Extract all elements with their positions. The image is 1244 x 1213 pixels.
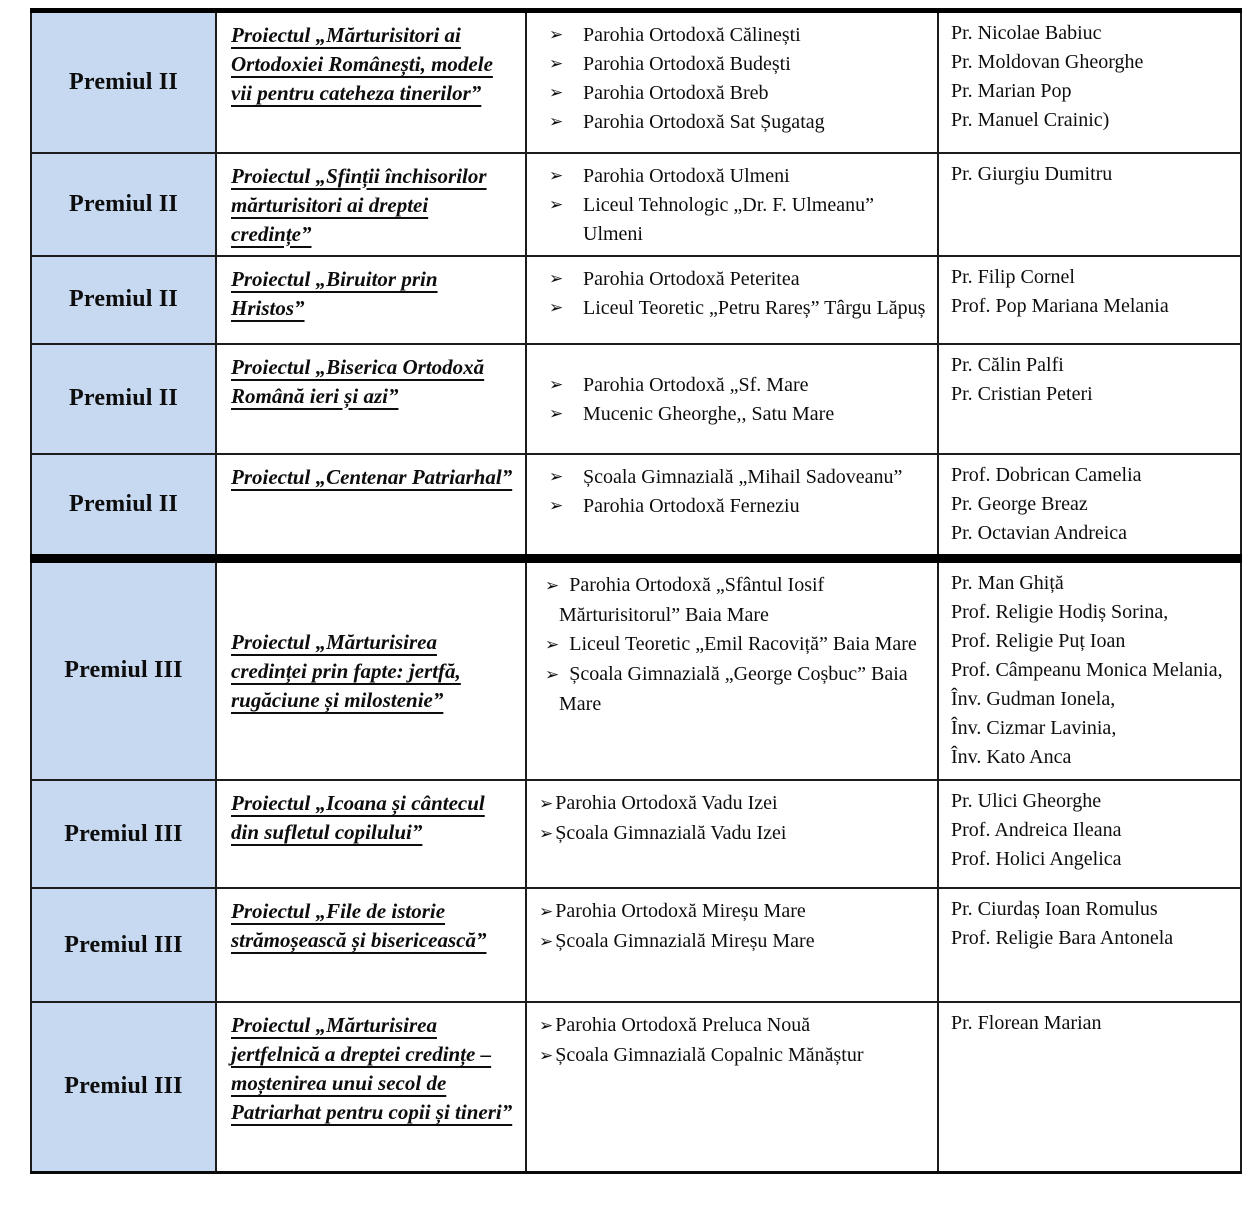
arrow-bullet-icon: ➢ — [539, 794, 554, 814]
arrow-bullet-icon: ➢ — [545, 664, 560, 685]
names-cell — [938, 11, 1241, 153]
names-list — [951, 160, 1232, 189]
table-row — [31, 454, 1241, 559]
partner-list — [533, 162, 931, 249]
partner-list — [533, 789, 931, 849]
prize-label: Premiul III — [64, 820, 183, 847]
arrow-bullet-icon: ➢ — [549, 268, 564, 289]
names-list — [951, 787, 1232, 874]
arrow-bullet-icon: ➢ — [549, 54, 564, 74]
project-title: Proiectul „Mărturisirea credinței prin fapte: jertfă, rugăciune și milostenie” — [231, 630, 461, 713]
names-cell — [938, 256, 1241, 344]
person-name: Pr. Manuel Crainic) — [951, 109, 1110, 131]
partner-list — [533, 897, 931, 957]
person-name: Pr. Marian Pop — [951, 80, 1072, 102]
prize-label: Premiul III — [64, 931, 183, 958]
partner-name: Liceul Teoretic „Emil Racoviță” Baia Mare — [569, 632, 917, 655]
table-row — [31, 780, 1241, 888]
prize-cell — [31, 888, 216, 1002]
partner-item — [533, 265, 931, 294]
prize-label: Premiul II — [69, 68, 178, 95]
person-name: Prof. Pop Mariana Melania — [951, 294, 1169, 317]
names-list — [951, 263, 1232, 321]
partner-item — [533, 1041, 931, 1071]
project-cell — [216, 153, 526, 256]
person-name: Pr. Ciurdaș Ioan Romulus — [951, 898, 1158, 920]
partner-item — [533, 660, 931, 719]
arrow-bullet-icon: ➢ — [545, 575, 560, 596]
names-cell — [938, 1002, 1241, 1172]
person-name: Înv. Cizmar Lavinia, — [951, 716, 1117, 739]
prize-cell — [31, 1002, 216, 1172]
partner-name: Parohia Ortodoxă Vadu Izei — [555, 792, 778, 814]
partner-item — [533, 108, 931, 137]
partner-name: Școala Gimnazială Copalnic Mănăștur — [555, 1044, 864, 1066]
partner-item — [533, 819, 931, 849]
project-cell — [216, 1002, 526, 1172]
project-cell — [216, 454, 526, 559]
project-title: Proiectul „Mărturisirea jertfelnică a dreptei credințe – moștenirea unui secol de Patriarhat pentru copii și tineri” — [231, 1013, 513, 1124]
partners-cell — [526, 454, 938, 559]
arrow-bullet-icon: ➢ — [545, 634, 560, 655]
arrow-bullet-icon: ➢ — [539, 902, 554, 922]
table-row — [31, 11, 1241, 153]
names-list — [951, 569, 1232, 772]
partners-cell — [526, 780, 938, 888]
project-title: Proiectul „Centenar Patriarhal” — [231, 464, 513, 489]
partner-name: Parohia Ortodoxă „Sfântul Iosif Mărturisitorul” Baia Mare — [559, 573, 825, 626]
prize-cell — [31, 344, 216, 454]
partners-cell — [526, 1002, 938, 1172]
partner-name: Școala Gimnazială Vadu Izei — [555, 822, 787, 844]
project-title: Proiectul „Sfinții închisorilor mărturisitori ai dreptei credințe” — [231, 163, 487, 246]
partner-item — [533, 897, 931, 927]
person-name: Pr. Cristian Peteri — [951, 382, 1093, 405]
partner-name: Parohia Ortodoxă Ferneziu — [583, 494, 800, 517]
prize-label: Premiul III — [64, 1073, 183, 1100]
table-row — [31, 1002, 1241, 1172]
person-name: Prof. Dobrican Camelia — [951, 463, 1142, 486]
names-list — [951, 351, 1232, 409]
partners-cell — [526, 256, 938, 344]
project-title: Proiectul „File de istorie strămoșească și bisericească” — [231, 899, 487, 952]
person-name: Pr. Moldovan Gheorghe — [951, 51, 1144, 73]
partner-item — [533, 371, 931, 400]
partner-name: Liceul Tehnologic „Dr. F. Ulmeanu” Ulmeni — [583, 193, 874, 245]
partners-cell — [526, 11, 938, 153]
partner-item — [533, 630, 931, 660]
awards-table — [30, 8, 1242, 1174]
partner-item — [533, 1011, 931, 1041]
partner-item — [533, 400, 931, 429]
arrow-bullet-icon: ➢ — [549, 112, 564, 132]
partner-item — [533, 79, 931, 108]
prize-cell — [31, 780, 216, 888]
partner-name: Parohia Ortodoxă Budești — [583, 53, 791, 75]
project-cell — [216, 11, 526, 153]
project-cell — [216, 558, 526, 780]
partner-item — [533, 927, 931, 957]
partner-name: Școala Gimnazială „George Coșbuc” Baia Mare — [559, 662, 908, 715]
arrow-bullet-icon: ➢ — [549, 165, 564, 186]
prize-cell — [31, 256, 216, 344]
partner-item — [533, 50, 931, 79]
partner-name: Parohia Ortodoxă Peteritea — [583, 267, 800, 290]
partners-cell — [526, 558, 938, 780]
person-name: Prof. Câmpeanu Monica Melania, — [951, 658, 1223, 681]
arrow-bullet-icon: ➢ — [549, 403, 564, 424]
names-list — [951, 461, 1232, 548]
arrow-bullet-icon: ➢ — [539, 824, 554, 844]
partner-name: Școala Gimnazială Mireșu Mare — [555, 930, 815, 952]
prize-cell — [31, 454, 216, 559]
partner-list — [533, 463, 931, 521]
arrow-bullet-icon: ➢ — [549, 495, 564, 516]
names-cell — [938, 344, 1241, 454]
person-name: Înv. Gudman Ionela, — [951, 687, 1116, 710]
names-cell — [938, 558, 1241, 780]
partner-item — [533, 463, 931, 492]
person-name: Prof. Religie Hodiș Sorina, — [951, 600, 1169, 623]
names-cell — [938, 153, 1241, 256]
person-name: Prof. Holici Angelica — [951, 848, 1122, 870]
names-cell — [938, 888, 1241, 1002]
arrow-bullet-icon: ➢ — [549, 83, 564, 103]
partner-item — [533, 571, 931, 630]
person-name: Pr. Man Ghiță — [951, 571, 1064, 594]
person-name: Pr. George Breaz — [951, 492, 1088, 515]
person-name: Pr. Filip Cornel — [951, 265, 1075, 288]
arrow-bullet-icon: ➢ — [539, 1046, 554, 1066]
table-row — [31, 558, 1241, 780]
project-title: Proiectul „Icoana și cântecul din sufletul copilului” — [231, 791, 485, 844]
person-name: Prof. Religie Puț Ioan — [951, 629, 1126, 652]
prize-label: Premiul II — [69, 286, 178, 312]
person-name: Înv. Kato Anca — [951, 745, 1072, 768]
names-list — [951, 1009, 1232, 1038]
partner-name: Parohia Ortodoxă Călinești — [583, 24, 801, 46]
partner-name: Liceul Teoretic „Petru Rareș” Târgu Lăpuș — [583, 296, 926, 319]
arrow-bullet-icon: ➢ — [549, 25, 564, 45]
prize-label: Premiul II — [69, 490, 178, 517]
person-name: Pr. Călin Palfi — [951, 353, 1064, 376]
table-row — [31, 256, 1241, 344]
project-cell — [216, 344, 526, 454]
project-cell — [216, 256, 526, 344]
arrow-bullet-icon: ➢ — [549, 297, 564, 318]
partner-name: Parohia Ortodoxă Preluca Nouă — [555, 1014, 811, 1036]
names-list — [951, 895, 1232, 953]
partner-name: Parohia Ortodoxă Mireșu Mare — [555, 900, 806, 922]
partner-name: Parohia Ortodoxă Sat Șugatag — [583, 111, 825, 133]
project-cell — [216, 888, 526, 1002]
partner-list — [533, 265, 931, 323]
arrow-bullet-icon: ➢ — [539, 932, 554, 952]
table-row — [31, 153, 1241, 256]
person-name: Prof. Religie Bara Antonela — [951, 927, 1174, 949]
partner-item — [533, 789, 931, 819]
prize-cell — [31, 558, 216, 780]
partners-cell — [526, 888, 938, 1002]
names-cell — [938, 780, 1241, 888]
partner-item — [533, 191, 931, 249]
arrow-bullet-icon: ➢ — [549, 466, 564, 487]
person-name: Pr. Florean Marian — [951, 1012, 1102, 1034]
partner-item — [533, 492, 931, 521]
partner-item — [533, 21, 931, 50]
arrow-bullet-icon: ➢ — [539, 1016, 554, 1036]
partner-name: Mucenic Gheorghe,, Satu Mare — [583, 402, 835, 425]
table-row — [31, 344, 1241, 454]
names-list — [951, 19, 1232, 135]
prize-cell — [31, 11, 216, 153]
partners-cell — [526, 153, 938, 256]
prize-label: Premiul II — [69, 190, 178, 217]
person-name: Pr. Giurgiu Dumitru — [951, 162, 1113, 185]
table-row — [31, 888, 1241, 1002]
partner-item — [533, 162, 931, 191]
person-name: Prof. Andreica Ileana — [951, 819, 1122, 841]
partner-name: Școala Gimnazială „Mihail Sadoveanu” — [583, 465, 903, 488]
partner-name: Parohia Ortodoxă Breb — [583, 82, 769, 104]
project-title: Proiectul „Mărturisitori ai Ortodoxiei Românești, modele vii pentru cateheza tinerilor” — [231, 23, 493, 105]
person-name: Pr. Nicolae Babiuc — [951, 22, 1102, 44]
arrow-bullet-icon: ➢ — [549, 194, 564, 215]
partner-list — [533, 371, 931, 429]
person-name: Pr. Octavian Andreica — [951, 521, 1128, 544]
awards-table-body — [31, 11, 1241, 1173]
partner-list — [533, 1011, 931, 1071]
partner-name: Parohia Ortodoxă „Sf. Mare — [583, 373, 809, 396]
partners-cell — [526, 344, 938, 454]
prize-label: Premiul II — [69, 385, 178, 411]
partner-item — [533, 294, 931, 323]
names-cell — [938, 454, 1241, 559]
partner-list — [533, 21, 931, 137]
partner-list — [533, 571, 931, 719]
partner-name: Parohia Ortodoxă Ulmeni — [583, 164, 790, 187]
project-title: Proiectul „Biserica Ortodoxă Română ieri și azi” — [231, 354, 485, 408]
arrow-bullet-icon: ➢ — [549, 374, 564, 395]
project-title: Proiectul „Biruitor prin Hristos” — [231, 266, 438, 320]
person-name: Pr. Ulici Gheorghe — [951, 790, 1102, 812]
prize-label: Premiul III — [64, 657, 183, 684]
project-cell — [216, 780, 526, 888]
prize-cell — [31, 153, 216, 256]
